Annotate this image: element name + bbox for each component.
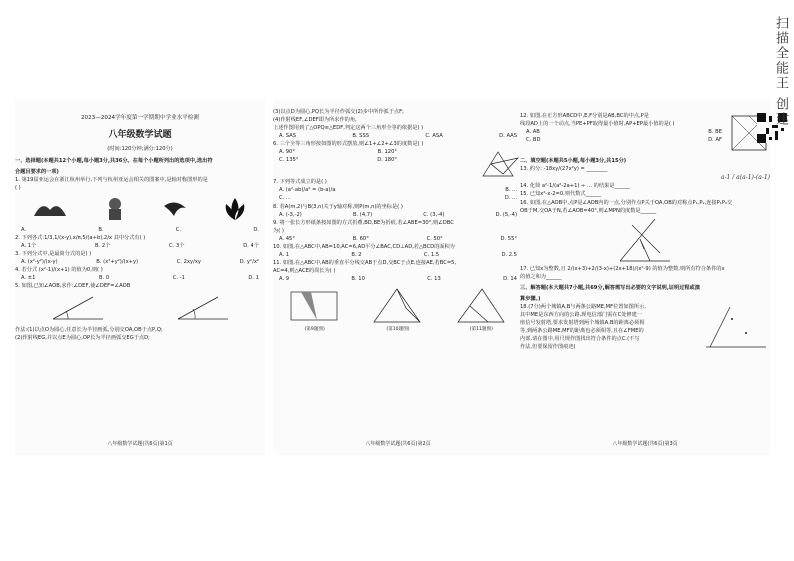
option-a[interactable]: A. 90°	[279, 149, 295, 156]
question-4: 4. 若分式 (x²-1)/(x+1) 的值为0,则( )	[15, 267, 103, 274]
question-10: 10. 如图,在△ABC中,AB=10,AC=6,AD平分∠BAC,CD⊥AD,若△BCD的面积为	[273, 243, 455, 250]
option-a[interactable]: A. ±1	[21, 275, 36, 282]
option-c[interactable]: C. -1	[172, 275, 185, 282]
question-14: 14. 化简 a²-1/(a²-2a+1) ÷ ... 的结果是______	[520, 183, 630, 190]
section-3-heading: 三、解答题(本大题共7小题,共69分,解答需写出必要的文字说明,证明过程或演	[520, 284, 700, 291]
option-d[interactable]: D. 2.5	[501, 251, 517, 258]
option-d[interactable]: D. 55°	[500, 235, 517, 242]
option-c[interactable]: C.	[175, 226, 182, 233]
mascot-icon	[100, 196, 130, 222]
question-11: 11. 如图,在△ABC中,AB的垂直平分线交AB于点D,交BC于点E,连接AE,若BC=5,	[273, 259, 457, 266]
option-c[interactable]: C. 135°	[279, 157, 299, 164]
option-b[interactable]: B. 2个	[94, 243, 111, 250]
question-12-options	[520, 128, 728, 136]
question-5-options	[273, 132, 523, 140]
angle-def-figure	[173, 293, 233, 323]
question-1: 1. 第19届亚运会在浙江杭州举行,下列与杭州亚运会相关的图案中,是轴对称图形的是	[15, 176, 208, 183]
option-c[interactable]: C. 2xy/xy	[176, 259, 201, 266]
option-a[interactable]: A. 9	[279, 276, 290, 283]
question-17: 17. 已知x为整数,且 2/(x+3)+2/(3-x)+(2x+18)/(x²-9) 的值为整数,则所有符合条件的x	[520, 265, 725, 272]
exam-page-3	[520, 100, 770, 455]
option-c[interactable]: C. (3,-4)	[423, 211, 445, 218]
dolphin-icon	[160, 196, 190, 222]
question-15: 15. 已知x²-x-2=0,则代数式______	[520, 191, 602, 198]
angle-aob-figure	[48, 293, 108, 323]
question-18-l6: 作法,但要保留作图痕迹)	[520, 344, 576, 351]
option-b[interactable]: B. ...	[505, 187, 517, 194]
exam-page-1	[15, 100, 265, 455]
question-7-options	[273, 186, 523, 194]
question-7-options-row2	[273, 194, 523, 202]
question-9-options	[273, 235, 523, 243]
option-d[interactable]: D. ...	[504, 195, 517, 202]
option-d[interactable]: D. 4个	[243, 243, 259, 250]
question-17-cont: 的值之和为______	[520, 273, 562, 280]
figure-10	[370, 286, 425, 333]
question-11-options	[273, 275, 523, 283]
option-a[interactable]: A. (-3,-2)	[279, 211, 302, 218]
question-13: 13. 约分: -18xy/(27x²y) = ________	[520, 166, 608, 173]
question-1-options	[15, 226, 265, 234]
question-6-options-row1	[273, 148, 403, 156]
question-7: 7. 下列等式成立的是( )	[273, 179, 327, 186]
option-d[interactable]: D. AF	[708, 137, 722, 144]
option-a[interactable]: A. AB	[526, 129, 540, 136]
question-6-options-row2	[273, 156, 403, 164]
question-18-l5: 内部,请在图中,用尺规作图找出符合条件的点C.(不写	[520, 336, 640, 343]
option-a[interactable]: A. (a²-ab)/a² = (b-a)/a	[279, 187, 336, 194]
page-footer: 八年级数学试题(共6页)第2页	[365, 441, 431, 448]
figures-9-11	[273, 286, 523, 333]
question-18-l2: 其中ME是东西方向的公路,现电信部门需在C处修建一	[520, 311, 642, 318]
exam-title: 八年级数学试题	[108, 129, 172, 140]
question-18-l4: 等,到两条公路ME,MF的距离也必须相等,且在∠FME的	[520, 328, 644, 335]
lotus-icon	[220, 196, 250, 222]
option-b[interactable]: B. (x²+y²)/(x+y)	[96, 259, 139, 266]
option-b[interactable]: B. 0	[98, 275, 110, 282]
emblem-a-icon	[30, 196, 70, 222]
scanner-watermark: 扫描全能王 创建	[773, 16, 788, 128]
exam-page-2	[273, 100, 523, 455]
question-6: 6. 三个全等三角形按如图的形式摆放,则∠1+∠2+∠3的度数是( )	[273, 141, 424, 148]
question-18-l3: 座信号发射塔,要求发射塔到两个城镇A,B的距离必须相	[520, 320, 645, 327]
handwritten-note: a-1 / a(a-1)-(a-1)	[720, 174, 770, 182]
option-d[interactable]: D. (5,-4)	[495, 211, 517, 218]
option-b[interactable]: B. 60°	[352, 235, 369, 242]
option-b[interactable]: B. (4,7)	[352, 211, 373, 218]
option-a[interactable]: A. (x²-y²)/(x-y)	[21, 259, 58, 266]
figure-11-caption: (第11题图)	[469, 327, 493, 333]
option-b[interactable]: B. BE	[708, 129, 722, 136]
section-2-heading: 二、填空题(本题共5小题,每小题3分,共15分)	[520, 158, 627, 164]
option-d[interactable]: D. 180°	[377, 157, 397, 164]
question-12: 12. 如图,在正方形ABCD中,E,F分别是AB,BC的中点,P是	[520, 113, 649, 119]
question-5-step-4: (4)作射线EF,∠DEF即为所求作的角,	[273, 117, 357, 124]
question-5: 5. 如图,已知∠AOB,求作:∠DEF,使∠DEF=∠AOB	[15, 283, 131, 290]
triangles-figure	[473, 148, 523, 178]
question-16: 16. 如图,在△AOB中,点P是∠AOB内的一点,分别作点P关于OA,OB的对称点P₁,P₂,连接P₁P₂交	[520, 199, 733, 206]
section-3-heading-cont: 算步骤。)	[520, 295, 541, 302]
figure-9	[287, 286, 342, 333]
question-12-cont: 线段AD上的一个动点,当PE+PF取得最小值时,AP+EP最小值的是( )	[520, 121, 675, 128]
question-5-step-2: (2)作射线EG,并以点E为圆心,OP长为半径画弧交EG于点D;	[15, 335, 150, 342]
page-footer: 八年级数学试题(共6页)第3页	[612, 441, 678, 448]
question-2: 2. 下列各式:1/3,1/(x-y),x/π,5/(a+b),2/x 其中分式有( )	[15, 234, 146, 241]
exam-subtitle: (时间:120分钟;满分:120分)	[107, 145, 173, 152]
option-a[interactable]: A. 45°	[279, 235, 295, 242]
option-b[interactable]: B. SSS	[352, 133, 370, 140]
option-b[interactable]: B.	[98, 226, 104, 233]
angle-aob-reflection-figure	[610, 215, 680, 265]
exam-header: 2023—2024学年度第一学期期中学业水平检测	[81, 115, 199, 121]
option-c[interactable]: C. 3个	[169, 243, 185, 250]
option-a[interactable]: A. 1	[279, 251, 290, 258]
option-c[interactable]: C. ...	[279, 195, 291, 202]
option-b[interactable]: B. 10	[351, 276, 365, 283]
option-c[interactable]: C. 1.5	[423, 251, 440, 258]
question-1-images	[15, 195, 265, 223]
question-4-options	[15, 274, 265, 282]
option-d[interactable]: D. 1	[248, 275, 259, 282]
question-18: 18.(7分)两个城镇A,B与两条公路ME,MF位置如图所示,	[520, 303, 646, 310]
option-d[interactable]: D.	[253, 226, 259, 233]
option-d[interactable]: D. y²/x²	[239, 259, 259, 266]
question-11-cont: AC=4,则△ACE的周长为( )	[273, 268, 336, 274]
question-10-options	[273, 251, 523, 259]
question-9: 9. 将一张长方形纸条按如图的方式折叠,BD,BE为折痕,若∠ABE=30°,则∠DBC	[273, 219, 454, 226]
figure-11	[454, 286, 509, 333]
section-1-heading-cont: 合题目要求的一项)	[15, 168, 59, 175]
question-5-step-1: 作法:(1)以点O为圆心,任意长为半径画弧,分别交OA,OB于点P,Q;	[15, 327, 163, 334]
option-a[interactable]: A. 1个	[21, 243, 37, 250]
figure-9-caption: (第9题图)	[304, 327, 325, 333]
figure-10-caption: (第10题图)	[386, 327, 410, 333]
roads-figure	[700, 303, 770, 353]
option-c[interactable]: C. ASA	[425, 133, 443, 140]
option-a[interactable]: A.	[21, 226, 27, 233]
question-5-figures	[15, 293, 265, 323]
section-1-heading: 一、选择题(本题共12个小题,每小题3分,共36分。在每个小题所列出的选项中,选出符	[15, 157, 213, 164]
option-b[interactable]: B. 2	[351, 251, 362, 258]
question-12-options-row2	[520, 136, 728, 144]
option-d[interactable]: D. AAS	[499, 133, 517, 140]
option-c[interactable]: C. 13	[427, 276, 441, 283]
page-footer: 八年级数学试题(共6页)第1页	[107, 441, 173, 448]
question-2-options	[15, 242, 265, 250]
option-a[interactable]: A. SAS	[279, 133, 296, 140]
question-9-cont: 为( )	[273, 227, 284, 234]
option-b[interactable]: B. 120°	[377, 149, 397, 156]
question-3-options	[15, 258, 265, 266]
question-16-cont: OB于M,交OA于N,若∠AOB=40°,则∠MPN的度数是______	[520, 207, 657, 214]
question-3: 3. 下列分式中,是最简分式的是( )	[15, 251, 92, 258]
question-1-paren: ( )	[15, 184, 21, 191]
question-5-ask: 上述作图用到了△OPQ≌△EDF,判定这两个三角形全等的依据是( )	[273, 125, 424, 132]
option-c[interactable]: C. BD	[526, 137, 541, 144]
option-c[interactable]: C. 50°	[426, 235, 443, 242]
question-8-options	[273, 211, 523, 219]
question-8: 8. 若A(m,2)与B(3,n)关于y轴对称,则P(m,n)的坐标是( )	[273, 203, 403, 210]
question-5-step-3: (3)以点D为圆心,PQ长为半径作弧交(2)步中所作弧于点F;	[273, 109, 404, 115]
option-d[interactable]: D. 14	[503, 276, 517, 283]
